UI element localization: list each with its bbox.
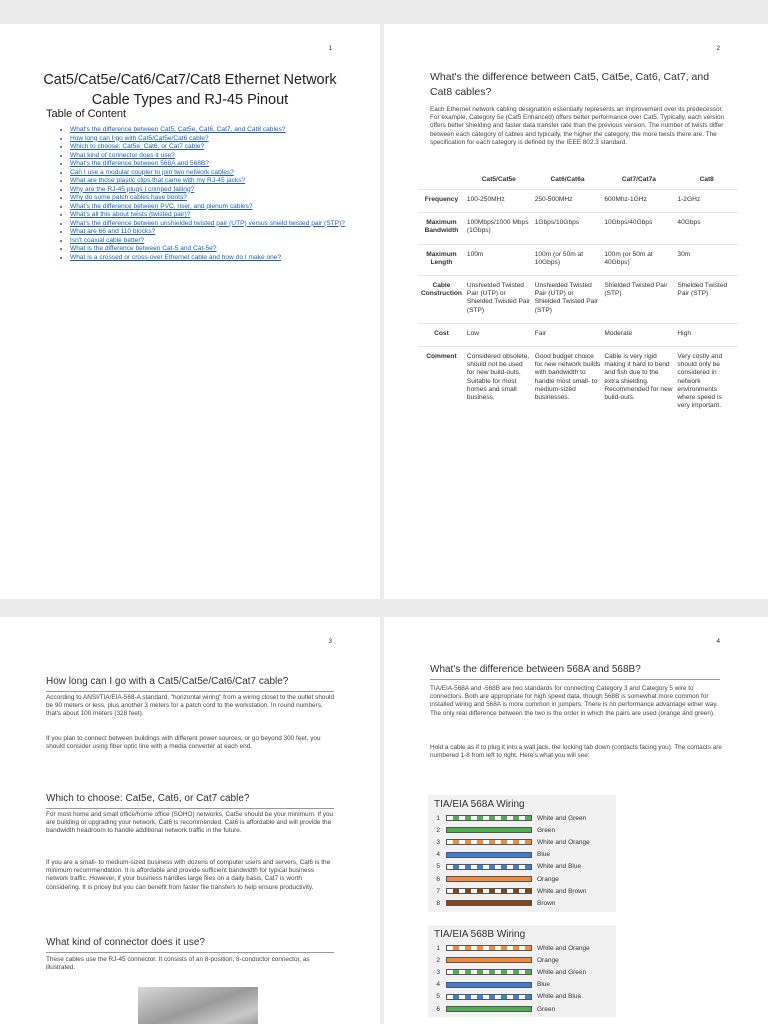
toc-link[interactable]: Can I use a modular coupler to join two network cables? xyxy=(70,168,234,176)
pin-number: 2 xyxy=(436,826,440,834)
section-paragraph: TIA/EIA-568A and -568B are two standards for connecting Category 3 and Category 5 wire to connectors. Both are appropriate for high speed data, though 568B is somewhat more common for installed wiring and 568A is more common in jumpers. There is no performance advantage either way. The only real difference between the two is the order in which the pairs are used (orange and green). xyxy=(430,685,718,717)
table-header-cell: Cat6/Cat6a xyxy=(550,176,585,183)
table-cell: Considered obsolete, should not be used for new build-outs. Suitable for most homes and small business. xyxy=(465,347,533,419)
toc-item xyxy=(70,203,352,212)
wire-pin-row xyxy=(428,849,616,861)
wire-color-bar xyxy=(446,864,532,870)
toc-link[interactable]: What are those plastic clips that came with my RJ-45 jacks? xyxy=(70,177,246,184)
toc-link[interactable]: Why are the RJ-45 plugs I crimped failing? xyxy=(70,185,195,193)
table-cell: Shielded Twisted Pair (STP) xyxy=(675,276,738,324)
section-paragraph: Each Ethernet network cabling designation essentially represents an improvement over its predecessor. For example, Category 5e (Cat5 Enhanced) offers better performance over Cat5. Typically, each version offers better shielding and faster data transfer rate than the previous version. The number of twists differ between each category of cables and typically, the higher the category, the more twists there are. The specification for each category is defined by the IEEE 802.3 standard. xyxy=(430,106,725,146)
wire-color-bar xyxy=(446,900,532,906)
wire-pin-row xyxy=(428,1003,616,1015)
wire-pin-row xyxy=(428,885,616,897)
wire-pin-row xyxy=(428,824,616,836)
wire-pin-row xyxy=(428,942,616,954)
section-title: Which to choose: Cat5e, Cat6, or Cat7 cable? xyxy=(46,792,334,809)
wire-label: White and Blue xyxy=(537,993,582,1001)
toc-link[interactable]: What's the difference between unshielded twisted pair (UTP) versus shield twisted pair (STP)? xyxy=(70,219,345,227)
toc-item xyxy=(70,135,352,144)
table-row xyxy=(418,323,738,346)
pin-number: 5 xyxy=(436,993,440,1001)
wire-label: Blue xyxy=(537,851,551,859)
pin-number: 1 xyxy=(436,944,440,952)
wire-color-bar xyxy=(446,982,532,988)
toc-item xyxy=(70,220,352,229)
wire-label: White and Orange xyxy=(537,838,590,846)
section-paragraph: If you plan to connect between buildings with different power sources, or go beyond 300 feet, you should consider using fiber optic line with a media converter at each end. xyxy=(46,735,321,751)
wire-color-bar xyxy=(446,852,532,858)
table-cell: 40Gbps xyxy=(675,213,738,244)
toc-link[interactable]: What's the difference between Cat5, Cat5e, Cat6, Cat7, and Cat8 cables? xyxy=(70,126,286,133)
section-paragraph: These cables use the RJ-45 connector. It consists of an 8-position, 8-conductor connector, as illustrated. xyxy=(46,956,310,972)
table-cell: 1Gbps/10Gbps xyxy=(533,213,603,244)
page-number: 3 xyxy=(328,639,332,645)
table-cell: Moderate xyxy=(602,323,675,346)
table-cell: 600Mhz-1GHz xyxy=(602,190,675,213)
wire-pin-row xyxy=(428,873,616,885)
row-header: Cost xyxy=(418,323,465,346)
table-cell: 100Mbps/1000 Mbps (1Gbps) xyxy=(465,213,533,244)
page-4 xyxy=(384,617,768,1024)
wire-color-bar xyxy=(446,827,532,833)
table-cell: Shielded Twisted Pair (STP) xyxy=(602,276,675,324)
table-cell: Good budget choice for new network builds with bandwidth to handle most small- to medium-sized businesses. xyxy=(533,347,603,419)
wire-color-bar xyxy=(446,815,532,821)
toc-item xyxy=(70,228,352,237)
table-cell: 10Gbps/40Gbps xyxy=(602,213,675,244)
page-1 xyxy=(0,24,380,599)
wire-pin-row xyxy=(428,966,616,978)
table-header-row xyxy=(418,170,738,190)
comparison-table xyxy=(418,170,738,418)
pin-number: 3 xyxy=(436,968,440,976)
page-number: 2 xyxy=(716,46,720,52)
table-row xyxy=(418,244,738,275)
table-cell: 30m xyxy=(675,244,738,275)
wire-label: White and Orange xyxy=(537,944,590,952)
section-title: What's the difference between 568A and 568B? xyxy=(430,663,720,680)
wire-pin-row xyxy=(428,812,616,824)
row-header: Frequency xyxy=(418,190,465,213)
pin-number: 7 xyxy=(436,887,440,895)
wiring-diagram-568b xyxy=(428,925,616,1017)
toc-link[interactable]: What is the difference between Cat-5 and Cat-5e? xyxy=(70,245,217,252)
pin-number: 3 xyxy=(436,838,440,846)
toc-item xyxy=(70,237,352,246)
wire-color-bar xyxy=(446,994,532,1000)
toc-link[interactable]: How long can I go with Cat5/Cat5e/Cat6 cable? xyxy=(70,134,209,142)
section-paragraph: Hold a cable as if to plug it into a wall jack, the locking tab down (contacts facing you). The contacts are numbered 1-8 from left to right. Here's what you will see: xyxy=(430,744,722,760)
pin-number: 6 xyxy=(436,875,440,883)
wire-label: Blue xyxy=(537,981,551,989)
row-header: Cable Construction xyxy=(418,276,465,324)
toc-link[interactable]: Isn't coaxial cable better? xyxy=(70,236,145,244)
wire-label: Brown xyxy=(537,899,556,907)
wire-pin-row xyxy=(428,954,616,966)
toc-item xyxy=(70,143,352,152)
toc-link[interactable]: Why do some patch cables have boots? xyxy=(70,194,187,201)
wiring-title: TIA/EIA 568A Wiring xyxy=(434,799,525,810)
rj45-connector-photo xyxy=(138,987,258,1024)
toc-item xyxy=(70,177,352,186)
section-title: What kind of connector does it use? xyxy=(46,936,334,953)
wire-color-bar xyxy=(446,969,532,975)
toc-item xyxy=(70,169,352,178)
section-paragraph: According to ANSI/TIA/EIA-568-A standard, "horizontal wiring" from a wiring closet to the outlet should be 90 meters or less, plus another 3 meters for a patch cord to the workstation. In round numbers, that's about 100 meters (328 feet). xyxy=(46,694,334,718)
table-cell: 250-500MHz xyxy=(533,190,603,213)
table-cell: 100m (or 50m at 10Gbps) xyxy=(533,244,603,275)
table-row xyxy=(418,190,738,213)
table-header-cell: Cat7/Cat7a xyxy=(621,176,656,183)
wire-color-bar xyxy=(446,957,532,963)
wire-color-bar xyxy=(446,945,532,951)
table-row xyxy=(418,347,738,419)
toc-item xyxy=(70,152,352,161)
pin-number: 4 xyxy=(436,981,440,989)
wire-label: Green xyxy=(537,1005,556,1013)
wire-pin-row xyxy=(428,861,616,873)
toc-link[interactable]: What is a crossed or cross-over Ethernet cable and how do I make one? xyxy=(70,253,282,261)
toc-item xyxy=(70,126,352,135)
page-number: 1 xyxy=(328,46,332,52)
wire-label: White and Green xyxy=(537,968,587,976)
page-2 xyxy=(384,24,768,599)
wire-label: Green xyxy=(537,826,556,834)
pin-number: 1 xyxy=(436,814,440,822)
wiring-diagram-568a xyxy=(428,795,616,912)
toc-item xyxy=(70,254,352,263)
wire-color-bar xyxy=(446,839,532,845)
table-cell: 1-2GHz xyxy=(675,190,738,213)
table-cell: 100m xyxy=(465,244,533,275)
toc-link[interactable]: What's the difference between PVC, riser, and plenum cables? xyxy=(70,202,253,210)
pin-number: 6 xyxy=(436,1005,440,1013)
section-paragraph: If you are a small- to medium-sized business with dozens of computer users and servers, Cat6 is the minimum recommendation. It is affordable and provide sufficient bandwidth for typical business network traffic. However, if your business handles large files on a daily basis, Cat7 is worth considering. It is pricey but you can benefit from faster file transfers to help ensure productivity. xyxy=(46,859,331,891)
wire-pin-row xyxy=(428,897,616,909)
wire-pin-row xyxy=(428,979,616,991)
toc-item xyxy=(70,186,352,195)
toc-link[interactable]: What kind of connector does it use? xyxy=(70,151,175,159)
table-header-cell: Cat5/Cat5e xyxy=(481,176,516,183)
table-row xyxy=(418,276,738,324)
wire-pin-row xyxy=(428,991,616,1003)
table-cell: Low xyxy=(465,323,533,346)
row-header: Maximum Bandwidth xyxy=(418,213,465,244)
wire-color-bar xyxy=(446,1006,532,1012)
wire-color-bar xyxy=(446,876,532,882)
pin-number: 2 xyxy=(436,956,440,964)
wire-label: Orange xyxy=(537,875,559,883)
table-cell: Cable is very rigid making it hard to bend and fish due to the extra shielding. Recommended for new build-outs. xyxy=(602,347,675,419)
table-of-contents xyxy=(58,126,352,262)
wire-label: White and Green xyxy=(537,814,587,822)
table-row xyxy=(418,213,738,244)
toc-link[interactable]: Which to choose: Cat5e, Cat6, or Cat7 cable? xyxy=(70,143,205,150)
wire-label: White and Blue xyxy=(537,863,582,871)
row-header: Comment xyxy=(418,347,465,419)
table-cell: High xyxy=(675,323,738,346)
table-cell: 100-250MHz xyxy=(465,190,533,213)
table-header-cell xyxy=(418,170,465,190)
row-header: Maximum Length xyxy=(418,244,465,275)
wire-label: White and Brown xyxy=(537,887,587,895)
page-3 xyxy=(0,617,380,1024)
toc-link[interactable]: What's the difference between 568A and 568B? xyxy=(70,160,209,167)
section-title: What's the difference between Cat5, Cat5e, Cat6, Cat7, and Cat8 cables? xyxy=(430,71,710,98)
document-title: Cat5/Cat5e/Cat6/Cat7/Cat8 Ethernet Network Cable Types and RJ-45 Pinout xyxy=(43,72,337,108)
wire-label: Orange xyxy=(537,956,559,964)
toc-item xyxy=(70,245,352,254)
toc-link[interactable]: What are 66 and 110 blocks? xyxy=(70,228,156,235)
table-cell: Unshielded Twisted Pair (UTP) or Shielded Twisted Pair (STP) xyxy=(533,276,603,324)
table-header-cell: Cat8 xyxy=(699,176,714,183)
wire-color-bar xyxy=(446,888,532,894)
toc-item xyxy=(70,160,352,169)
table-cell: Very costly and should only be considered in network environments where speed is very important. xyxy=(675,347,738,419)
wiring-title: TIA/EIA 568B Wiring xyxy=(434,929,526,940)
toc-item xyxy=(70,194,352,203)
table-cell: Fair xyxy=(533,323,603,346)
toc-link[interactable]: What's all this about twists (twisted pair)? xyxy=(70,211,191,218)
wire-pin-row xyxy=(428,836,616,848)
toc-item xyxy=(70,211,352,220)
toc-heading: Table of Content xyxy=(46,108,127,120)
pin-number: 4 xyxy=(436,851,440,859)
section-paragraph: For most home and small office/home office (SOHO) networks, Cat5e should be your minimum. If you are building or upgrading your network, Cat6 is recommended. Cat6 is affordable and will provide the bandwidth headroom to handle additional network traffic in the future. xyxy=(46,811,334,835)
page-number: 4 xyxy=(716,639,720,645)
pin-number: 8 xyxy=(436,899,440,907)
section-title: How long can I go with a Cat5/Cat5e/Cat6/Cat7 cable? xyxy=(46,675,334,692)
pin-number: 5 xyxy=(436,863,440,871)
table-cell: Unshielded Twisted Pair (UTP) or Shielded Twisted Pair (STP) xyxy=(465,276,533,324)
table-cell: 100m (or 50m at 40Gbps) xyxy=(602,244,675,275)
